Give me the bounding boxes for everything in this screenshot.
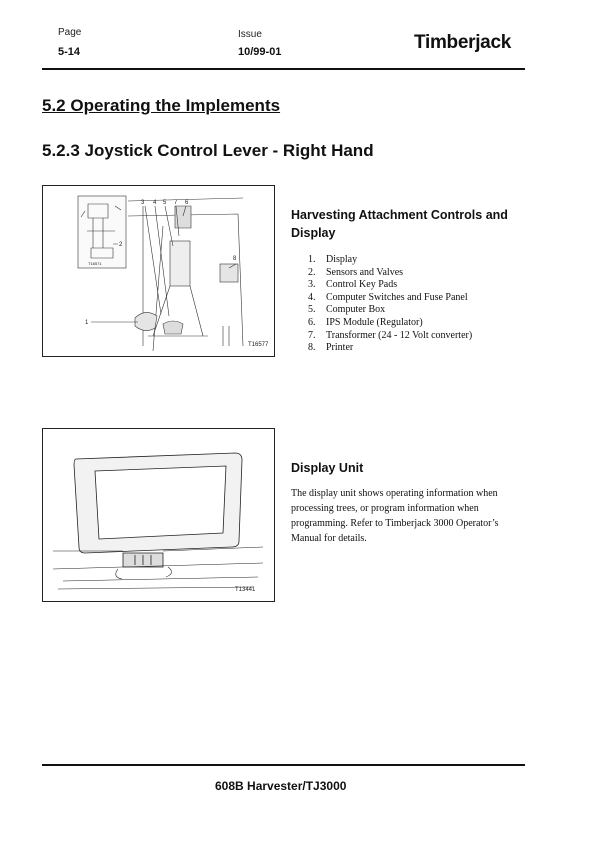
list-item: 4. Computer Switches and Fuse Panel xyxy=(308,291,468,303)
callout-5: 5 xyxy=(163,200,167,206)
display-unit-heading: Display Unit xyxy=(291,461,364,475)
list-item: 2. Sensors and Valves xyxy=(308,266,404,278)
display-unit-illustration xyxy=(43,429,274,601)
callout-2: 2 xyxy=(119,242,123,248)
issue-date: 10/99-01 xyxy=(238,46,282,58)
list-item: 6. IPS Module (Regulator) xyxy=(308,316,423,328)
section-subtitle: 5.2.3 Joystick Control Lever - Right Hand xyxy=(42,141,374,160)
brand-logo: Timberjack xyxy=(414,32,511,53)
issue-label: Issue xyxy=(238,29,262,40)
list-item: 8. Printer xyxy=(308,342,354,354)
figure-cab-controls xyxy=(42,185,275,357)
callout-3: 3 xyxy=(141,200,145,206)
list-item: 7. Transformer (24 - 12 Volt converter) xyxy=(308,329,473,341)
inset-ref: T16571 xyxy=(88,261,102,266)
section-title: 5.2 Operating the Implements xyxy=(42,96,281,115)
figure2-ref: T13441 xyxy=(235,587,256,593)
callout-4: 4 xyxy=(153,200,157,206)
list-item: 3. Control Key Pads xyxy=(308,279,398,291)
cab-controls-illustration xyxy=(43,186,274,356)
display-unit-description: The display unit shows operating information when processing trees, or program information when programming. Refer to Timberjack 3000 Operator’s Manual for details. xyxy=(291,488,499,544)
callout-6: 6 xyxy=(185,200,189,206)
document-footer: 608B Harvester/TJ3000 xyxy=(215,779,347,793)
figure-display-unit xyxy=(42,428,275,602)
header-rule xyxy=(42,68,525,70)
page-number: 5-14 xyxy=(58,46,81,58)
page-label: Page xyxy=(58,27,82,38)
controls-list xyxy=(308,254,472,355)
figure1-ref: T16577 xyxy=(248,342,269,348)
list-item: 1. Display xyxy=(308,254,358,265)
callout-1: 1 xyxy=(85,320,89,326)
footer-rule xyxy=(42,764,525,766)
harvesting-heading: Harvesting Attachment Controls and Display xyxy=(291,208,508,240)
callout-7: 7 xyxy=(174,200,178,206)
list-item: 5. Computer Box xyxy=(308,304,386,316)
callout-8: 8 xyxy=(233,256,237,262)
